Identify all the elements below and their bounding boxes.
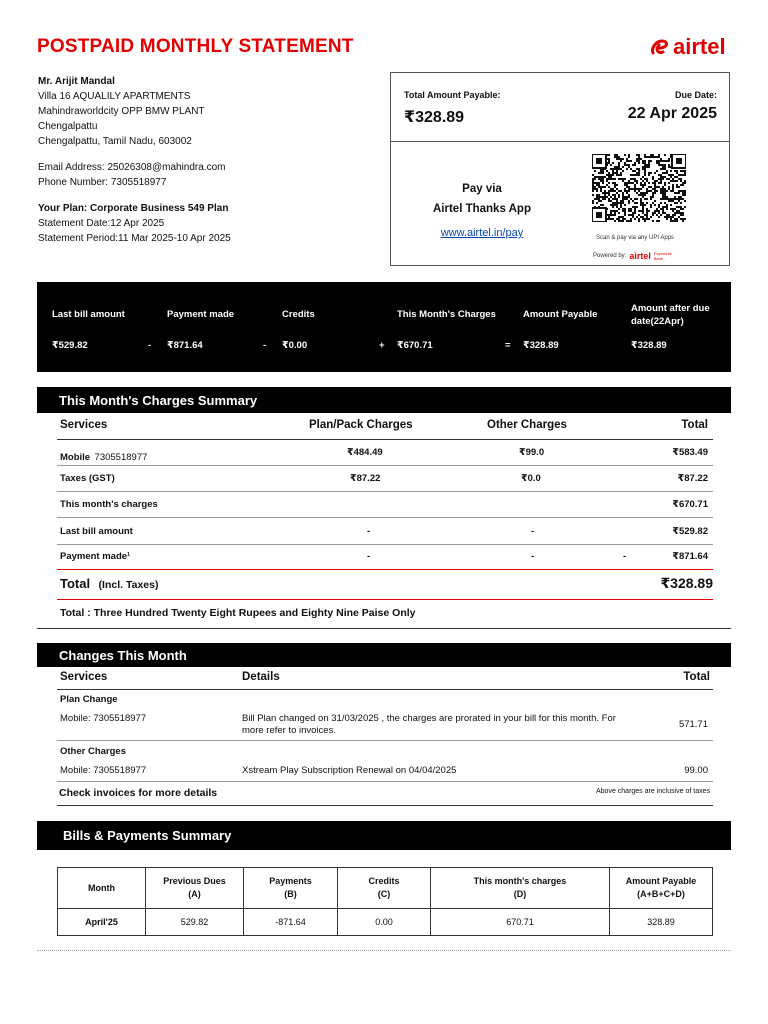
row-total: ₹87.22 [677, 473, 708, 484]
band-value: ₹871.64 [167, 340, 203, 351]
row-total: ₹529.82 [672, 526, 708, 537]
bills-payments-table [57, 867, 713, 936]
total-row [60, 575, 158, 593]
band-value: ₹328.89 [631, 340, 667, 351]
extra-charge: - [623, 551, 627, 562]
tax-inclusive-note: Above charges are inclusive of taxes [595, 788, 710, 795]
powered-by-label: Powered by: [593, 253, 627, 259]
total-sub: (Incl. Taxes) [98, 579, 159, 591]
plan-charge: ₹87.22 [350, 473, 381, 484]
total-label: Total [60, 576, 91, 591]
airtel-swirl-icon [650, 38, 670, 56]
service-name: Payment made¹ [60, 551, 131, 562]
band-value: ₹670.71 [397, 340, 433, 351]
total-amount-label: Total Amount Payable: [404, 90, 501, 100]
other-charge: ₹0.0 [521, 473, 541, 484]
col-services: Services [60, 419, 108, 431]
change-details: Bill Plan changed on 31/03/2025 , the charges are prorated in your bill for this month. For more refer to invoices. [242, 713, 616, 736]
address-line: Mahindraworldcity OPP BMW PLANT [38, 106, 205, 117]
customer-info [38, 74, 231, 246]
bills-cell: -871.64 [244, 909, 338, 936]
charges-summary-header: This Month's Charges Summary [37, 387, 731, 413]
page-title: POSTPAID MONTHLY STATEMENT [37, 36, 354, 57]
service-name: Taxes (GST) [60, 473, 115, 484]
change-details: Xstream Play Subscription Renewal on 04/04/2025 [242, 765, 457, 776]
bills-summary-header: Bills & Payments Summary [37, 821, 731, 850]
plan-charge: - [367, 526, 371, 537]
plan-charge: - [367, 551, 371, 562]
payment-box [390, 72, 730, 266]
bills-col-header: Previous Dues (A) [146, 868, 244, 909]
due-date-value: 22 Apr 2025 [627, 105, 717, 122]
address-line: Villa 16 AQUALILY APARTMENTS [38, 91, 191, 102]
bills-col-header: Payments (B) [244, 868, 338, 909]
change-service: Mobile: 7305518977 [60, 713, 147, 724]
pay-via-app: Airtel Thanks App [433, 203, 531, 215]
bills-col-header: This month's charges (D) [431, 868, 610, 909]
scan-text: Scan & pay via any UPI Apps [596, 235, 675, 241]
change-group-name: Plan Change [60, 694, 118, 705]
total-amount-value: ₹328.89 [404, 109, 465, 126]
table-row [58, 909, 713, 936]
band-header: Payment made [167, 309, 235, 320]
address-line: Chengalpattu, Tamil Nadu, 603002 [38, 136, 192, 147]
service-number: 7305518977 [94, 452, 148, 463]
check-invoices-note: Check invoices for more details [59, 787, 218, 799]
change-service: Mobile: 7305518977 [60, 765, 147, 776]
pay-link[interactable]: www.airtel.in/pay [440, 227, 524, 239]
statement-date: Statement Date:12 Apr 2025 [38, 218, 165, 229]
statement-period: Statement Period:11 Mar 2025-10 Apr 2025 [38, 233, 231, 244]
change-total: 571.71 [678, 719, 708, 730]
band-operator: = [505, 340, 511, 351]
upi-qr-code[interactable] [592, 154, 686, 222]
customer-name: Mr. Arijit Mandal [38, 76, 115, 87]
col-services: Services [60, 671, 108, 683]
band-header: Last bill amount [52, 309, 125, 320]
pay-via-text [391, 179, 573, 219]
powered-by [593, 251, 676, 261]
band-header: Amount Payable [523, 309, 598, 320]
band-operator: - [148, 340, 152, 351]
bills-col-header: Credits (C) [338, 868, 431, 909]
bills-cell: 0.00 [338, 909, 431, 936]
changes-header: Changes This Month [37, 643, 731, 667]
col-details: Details [242, 671, 280, 683]
row-total: ₹871.64 [672, 551, 708, 562]
airtel-payments-bank-logo: airtel [629, 251, 651, 261]
bills-cell: 529.82 [146, 909, 244, 936]
due-date-label: Due Date: [674, 90, 717, 100]
bills-col-header: Month [58, 868, 146, 909]
other-charge: - [531, 551, 535, 562]
charges-row [60, 447, 147, 465]
band-operator: + [379, 340, 385, 351]
service-name: Mobile [60, 452, 91, 463]
bill-summary-band [37, 282, 731, 372]
airtel-logo [650, 34, 726, 60]
pay-via-line: Pay via [462, 183, 502, 195]
row-total: ₹583.49 [672, 447, 708, 458]
total-in-words: Total : Three Hundred Twenty Eight Rupees and Eighty Nine Paise Only [60, 607, 416, 619]
col-total: Total [681, 419, 708, 431]
total-value: ₹328.89 [660, 575, 713, 591]
band-value: ₹328.89 [523, 340, 559, 351]
band-value: ₹0.00 [282, 340, 308, 351]
band-value: ₹529.82 [52, 340, 88, 351]
row-total: ₹670.71 [672, 499, 708, 510]
plan-charge: ₹484.49 [347, 447, 383, 458]
email-address: Email Address: 25026308@mahindra.com [38, 162, 226, 173]
col-total: Total [683, 671, 710, 683]
band-header: This Month's Charges [397, 309, 496, 320]
bills-cell: 328.89 [610, 909, 713, 936]
change-group-name: Other Charges [60, 746, 126, 757]
bills-cell: 670.71 [431, 909, 610, 936]
service-name: This month's charges [60, 499, 158, 510]
payments-bank-text: Payments Bank [653, 251, 672, 261]
phone-number: Phone Number: 7305518977 [38, 177, 167, 188]
col-plan-charges: Plan/Pack Charges [309, 419, 413, 431]
address-line: Chengalpattu [38, 121, 98, 132]
band-header: Amount after due date(22Apr) [631, 303, 710, 327]
bills-cell-month: April'25 [58, 909, 146, 936]
other-charge: ₹99.0 [519, 447, 545, 458]
airtel-logo-text: airtel [673, 34, 726, 59]
change-total: 99.00 [684, 765, 708, 776]
col-other-charges: Other Charges [487, 419, 567, 431]
band-operator: - [263, 340, 267, 351]
service-name: Last bill amount [60, 526, 133, 537]
other-charge: - [531, 526, 535, 537]
bills-col-header: Amount Payable (A+B+C+D) [610, 868, 713, 909]
plan-name: Your Plan: Corporate Business 549 Plan [38, 203, 229, 214]
band-header: Credits [282, 309, 315, 320]
